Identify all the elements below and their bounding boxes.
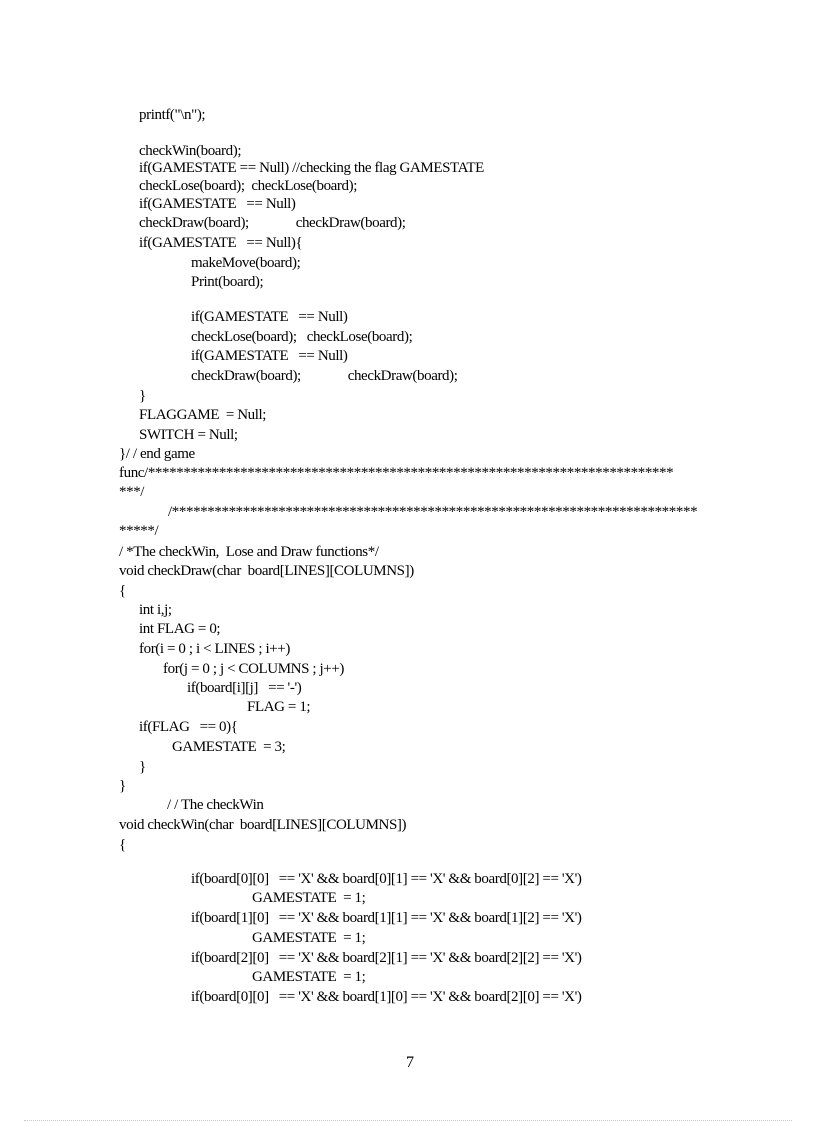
code-line: for(i = 0 ; i < LINES ; i++) (139, 641, 290, 657)
page-bottom-divider (24, 1120, 792, 1121)
code-line: Print(board); (191, 274, 264, 290)
page-number: 7 (406, 1054, 414, 1071)
code-line: GAMESTATE = 1; (252, 930, 366, 946)
code-line: GAMESTATE = 1; (252, 890, 366, 906)
code-line: if(FLAG == 0){ (139, 719, 238, 735)
code-line: ***/ (119, 484, 145, 500)
code-line: checkWin(board); (139, 143, 242, 159)
code-line: checkDraw(board); checkDraw(board); (191, 368, 458, 384)
code-line: { (119, 837, 126, 853)
code-line: { (119, 583, 126, 599)
code-line: if(board[0][0] == 'X' && board[1][0] == 'X' && board[2][0] == 'X') (191, 989, 582, 1005)
code-line: if(GAMESTATE == Null){ (139, 235, 303, 251)
code-line: void checkWin(char board[LINES][COLUMNS]) (119, 817, 407, 833)
code-line: /************************************************************************** (168, 504, 698, 520)
code-line: if(GAMESTATE == Null) (191, 348, 348, 364)
code-line: }/ / end game (119, 446, 195, 462)
code-line: if(board[0][0] == 'X' && board[0][1] == 'X' && board[0][2] == 'X') (191, 871, 582, 887)
code-line: makeMove(board); (191, 255, 301, 271)
code-line: / *The checkWin, Lose and Draw functions*/ (119, 544, 379, 560)
code-line: for(j = 0 ; j < COLUMNS ; j++) (163, 661, 345, 677)
code-line: FLAGGAME = Null; (139, 407, 267, 423)
code-line: if(GAMESTATE == Null) //checking the flag GAMESTATE (139, 160, 484, 176)
code-line: if(board[i][j] == '-') (187, 680, 302, 696)
code-line: if(board[2][0] == 'X' && board[2][1] == 'X' && board[2][2] == 'X') (191, 950, 582, 966)
code-line: func/************************************************************************** (119, 465, 674, 481)
code-line: *****/ (119, 523, 159, 539)
code-line: int FLAG = 0; (139, 621, 221, 637)
code-line: if(GAMESTATE == Null) (191, 309, 348, 325)
code-line: checkLose(board); checkLose(board); (139, 178, 357, 194)
code-line: printf("\n"); (139, 107, 206, 123)
code-line: } (139, 388, 146, 404)
code-line: GAMESTATE = 3; (172, 739, 286, 755)
code-line: SWITCH = Null; (139, 427, 238, 443)
code-line: checkDraw(board); checkDraw(board); (139, 215, 406, 231)
code-line: void checkDraw(char board[LINES][COLUMNS]) (119, 563, 414, 579)
code-line: checkLose(board); checkLose(board); (191, 329, 413, 345)
code-line: } (119, 778, 126, 794)
code-line: if(board[1][0] == 'X' && board[1][1] == 'X' && board[1][2] == 'X') (191, 910, 582, 926)
code-line: / / The checkWin (167, 797, 264, 813)
code-line: } (139, 759, 146, 775)
code-line: if(GAMESTATE == Null) (139, 196, 296, 212)
code-line: FLAG = 1; (247, 699, 311, 715)
code-line: int i,j; (139, 602, 172, 618)
code-line: GAMESTATE = 1; (252, 969, 366, 985)
